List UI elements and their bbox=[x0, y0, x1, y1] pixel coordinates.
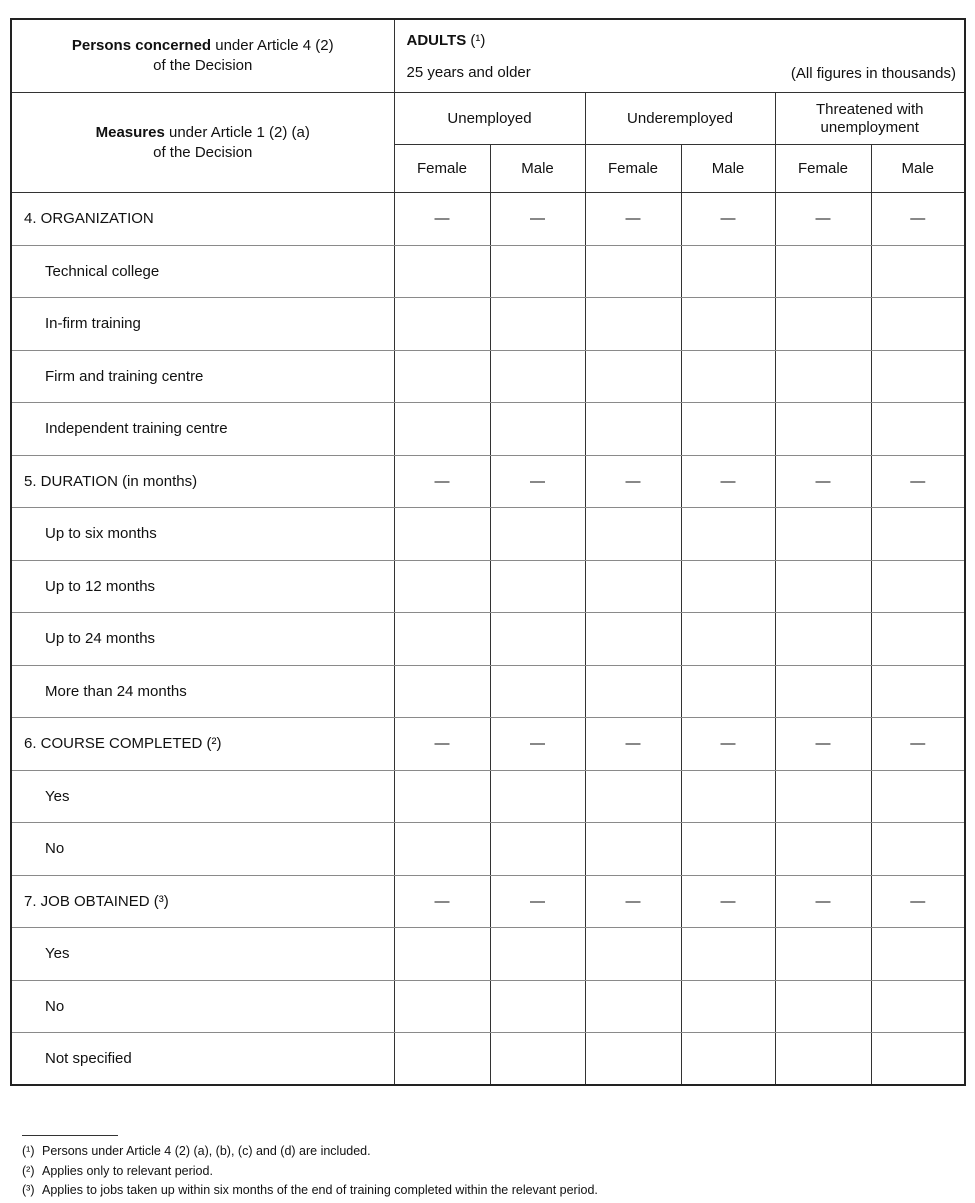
measures-header bbox=[11, 93, 394, 193]
dash-cell: — bbox=[775, 875, 871, 928]
empty-cell bbox=[394, 770, 490, 823]
empty-cell bbox=[585, 665, 681, 718]
persons-concerned-rest: under Article 4 (2) bbox=[211, 37, 334, 54]
empty-cell bbox=[871, 980, 965, 1033]
measures-bold: Measures bbox=[95, 123, 165, 141]
row-label: Independent training centre bbox=[45, 420, 228, 438]
empty-cell bbox=[681, 823, 775, 876]
dash-cell: — bbox=[394, 455, 490, 508]
empty-cell bbox=[681, 350, 775, 403]
empty-cell bbox=[775, 665, 871, 718]
empty-cell bbox=[585, 770, 681, 823]
group-header-underemployed: Underemployed bbox=[585, 93, 775, 145]
table-row bbox=[11, 245, 965, 298]
empty-cell bbox=[490, 823, 585, 876]
empty-cell bbox=[585, 928, 681, 981]
empty-cell bbox=[775, 350, 871, 403]
statistics-form-table bbox=[10, 18, 966, 1086]
empty-cell bbox=[490, 508, 585, 561]
group-header-threatened: Threatened with unemployment bbox=[775, 93, 965, 145]
footnote-2: (²) Applies only to relevant period. bbox=[22, 1163, 213, 1178]
measures-rest: under Article 1 (2) (a) bbox=[164, 123, 310, 141]
dash-cell: — bbox=[681, 193, 775, 246]
empty-cell bbox=[490, 770, 585, 823]
dash-cell: — bbox=[681, 875, 775, 928]
table-row bbox=[11, 665, 965, 718]
empty-cell bbox=[871, 560, 965, 613]
empty-cell bbox=[681, 1033, 775, 1086]
empty-cell bbox=[394, 980, 490, 1033]
row-label: Up to six months bbox=[45, 525, 157, 543]
empty-cell bbox=[681, 770, 775, 823]
empty-cell bbox=[681, 298, 775, 351]
empty-cell bbox=[775, 980, 871, 1033]
empty-cell bbox=[775, 403, 871, 456]
row-label: Technical college bbox=[45, 262, 160, 280]
dash-cell: — bbox=[394, 718, 490, 771]
empty-cell bbox=[394, 298, 490, 351]
dash-cell: — bbox=[490, 875, 585, 928]
dash-cell: — bbox=[490, 718, 585, 771]
empty-cell bbox=[585, 613, 681, 666]
group-header-unemployed: Unemployed bbox=[394, 93, 585, 145]
table-row bbox=[11, 1033, 965, 1086]
row-label: Up to 24 months bbox=[45, 630, 156, 648]
empty-cell bbox=[585, 823, 681, 876]
dash-cell: — bbox=[585, 875, 681, 928]
empty-cell bbox=[775, 770, 871, 823]
persons-concerned-header bbox=[11, 19, 394, 93]
empty-cell bbox=[871, 403, 965, 456]
empty-cell bbox=[585, 1033, 681, 1086]
adults-age-range: 25 years and older bbox=[406, 64, 531, 81]
empty-cell bbox=[490, 298, 585, 351]
measures-line2: of the Decision bbox=[153, 143, 253, 161]
empty-cell bbox=[871, 613, 965, 666]
table-row bbox=[11, 298, 965, 351]
section-label: 7. JOB OBTAINED (³) bbox=[24, 892, 169, 910]
section-label: 5. DURATION (in months) bbox=[24, 472, 198, 490]
section-label: 6. COURSE COMPLETED (²) bbox=[24, 735, 222, 753]
section-row bbox=[11, 455, 965, 508]
table-row bbox=[11, 560, 965, 613]
table-row bbox=[11, 508, 965, 561]
empty-cell bbox=[394, 403, 490, 456]
empty-cell bbox=[871, 665, 965, 718]
section-row bbox=[11, 193, 965, 246]
empty-cell bbox=[681, 665, 775, 718]
empty-cell bbox=[585, 508, 681, 561]
empty-cell bbox=[490, 560, 585, 613]
empty-cell bbox=[394, 560, 490, 613]
empty-cell bbox=[775, 613, 871, 666]
section-row bbox=[11, 718, 965, 771]
persons-concerned-line2: of the Decision bbox=[153, 57, 253, 74]
dash-cell: — bbox=[775, 718, 871, 771]
row-label: Up to 12 months bbox=[45, 577, 156, 595]
dash-cell: — bbox=[775, 455, 871, 508]
empty-cell bbox=[681, 508, 775, 561]
empty-cell bbox=[394, 665, 490, 718]
dash-cell: — bbox=[490, 455, 585, 508]
table-row bbox=[11, 403, 965, 456]
empty-cell bbox=[871, 823, 965, 876]
empty-cell bbox=[585, 245, 681, 298]
adults-header bbox=[394, 19, 965, 93]
dash-cell: — bbox=[585, 718, 681, 771]
empty-cell bbox=[394, 823, 490, 876]
row-label: Yes bbox=[45, 787, 70, 805]
empty-cell bbox=[394, 508, 490, 561]
empty-cell bbox=[775, 245, 871, 298]
empty-cell bbox=[585, 403, 681, 456]
table-row bbox=[11, 928, 965, 981]
empty-cell bbox=[681, 980, 775, 1033]
row-label: No bbox=[45, 840, 65, 858]
dash-cell: — bbox=[871, 718, 965, 771]
empty-cell bbox=[394, 928, 490, 981]
empty-cell bbox=[871, 1033, 965, 1086]
row-label: More than 24 months bbox=[45, 682, 187, 700]
footnote-1: (¹) Persons under Article 4 (2) (a), (b), (c) and (d) are included. bbox=[22, 1144, 371, 1158]
sex-header-female: Female bbox=[585, 145, 681, 193]
section-label: 4. ORGANIZATION bbox=[24, 210, 154, 228]
empty-cell bbox=[490, 245, 585, 298]
empty-cell bbox=[585, 350, 681, 403]
dash-cell: — bbox=[394, 875, 490, 928]
empty-cell bbox=[490, 980, 585, 1033]
empty-cell bbox=[775, 298, 871, 351]
dash-cell: — bbox=[871, 455, 965, 508]
footnote-3: (³) Applies to jobs taken up within six months of the end of training completed within the relevant period. bbox=[22, 1183, 598, 1197]
empty-cell bbox=[681, 928, 775, 981]
row-label: No bbox=[45, 997, 65, 1015]
table-row bbox=[11, 770, 965, 823]
empty-cell bbox=[871, 350, 965, 403]
empty-cell bbox=[871, 770, 965, 823]
footnotes bbox=[22, 1142, 598, 1201]
persons-concerned-bold: Persons concerned bbox=[71, 37, 212, 54]
empty-cell bbox=[585, 560, 681, 613]
empty-cell bbox=[490, 613, 585, 666]
empty-cell bbox=[490, 350, 585, 403]
dash-cell: — bbox=[681, 718, 775, 771]
sex-header-male: Male bbox=[681, 145, 775, 193]
empty-cell bbox=[775, 508, 871, 561]
empty-cell bbox=[394, 613, 490, 666]
section-row bbox=[11, 875, 965, 928]
empty-cell bbox=[681, 560, 775, 613]
empty-cell bbox=[585, 298, 681, 351]
empty-cell bbox=[490, 403, 585, 456]
dash-cell: — bbox=[585, 455, 681, 508]
empty-cell bbox=[681, 245, 775, 298]
empty-cell bbox=[394, 245, 490, 298]
dash-cell: — bbox=[394, 193, 490, 246]
empty-cell bbox=[490, 665, 585, 718]
sex-header-male: Male bbox=[871, 145, 965, 193]
sex-header-male: Male bbox=[490, 145, 585, 193]
dash-cell: — bbox=[490, 193, 585, 246]
row-label: In-firm training bbox=[45, 315, 141, 333]
table-row bbox=[11, 613, 965, 666]
dash-cell: — bbox=[585, 193, 681, 246]
empty-cell bbox=[394, 350, 490, 403]
empty-cell bbox=[871, 508, 965, 561]
footnote-divider bbox=[22, 1135, 118, 1136]
dash-cell: — bbox=[681, 455, 775, 508]
row-label: Firm and training centre bbox=[45, 367, 204, 385]
sex-header-female: Female bbox=[394, 145, 490, 193]
empty-cell bbox=[490, 928, 585, 981]
empty-cell bbox=[775, 928, 871, 981]
empty-cell bbox=[681, 403, 775, 456]
dash-cell: — bbox=[871, 875, 965, 928]
dash-cell: — bbox=[871, 193, 965, 246]
empty-cell bbox=[871, 298, 965, 351]
empty-cell bbox=[775, 1033, 871, 1086]
table-row bbox=[11, 350, 965, 403]
empty-cell bbox=[871, 245, 965, 298]
empty-cell bbox=[394, 1033, 490, 1086]
figures-unit-note: (All figures in thousands) bbox=[790, 65, 956, 82]
empty-cell bbox=[775, 560, 871, 613]
dash-cell: — bbox=[775, 193, 871, 246]
empty-cell bbox=[871, 928, 965, 981]
table-row bbox=[11, 980, 965, 1033]
row-label: Not specified bbox=[45, 1050, 132, 1067]
table-row bbox=[11, 823, 965, 876]
empty-cell bbox=[490, 1033, 585, 1086]
adults-title: ADULTS (¹) bbox=[406, 32, 486, 49]
empty-cell bbox=[585, 980, 681, 1033]
empty-cell bbox=[775, 823, 871, 876]
row-label: Yes bbox=[45, 945, 70, 963]
sex-header-female: Female bbox=[775, 145, 871, 193]
empty-cell bbox=[681, 613, 775, 666]
